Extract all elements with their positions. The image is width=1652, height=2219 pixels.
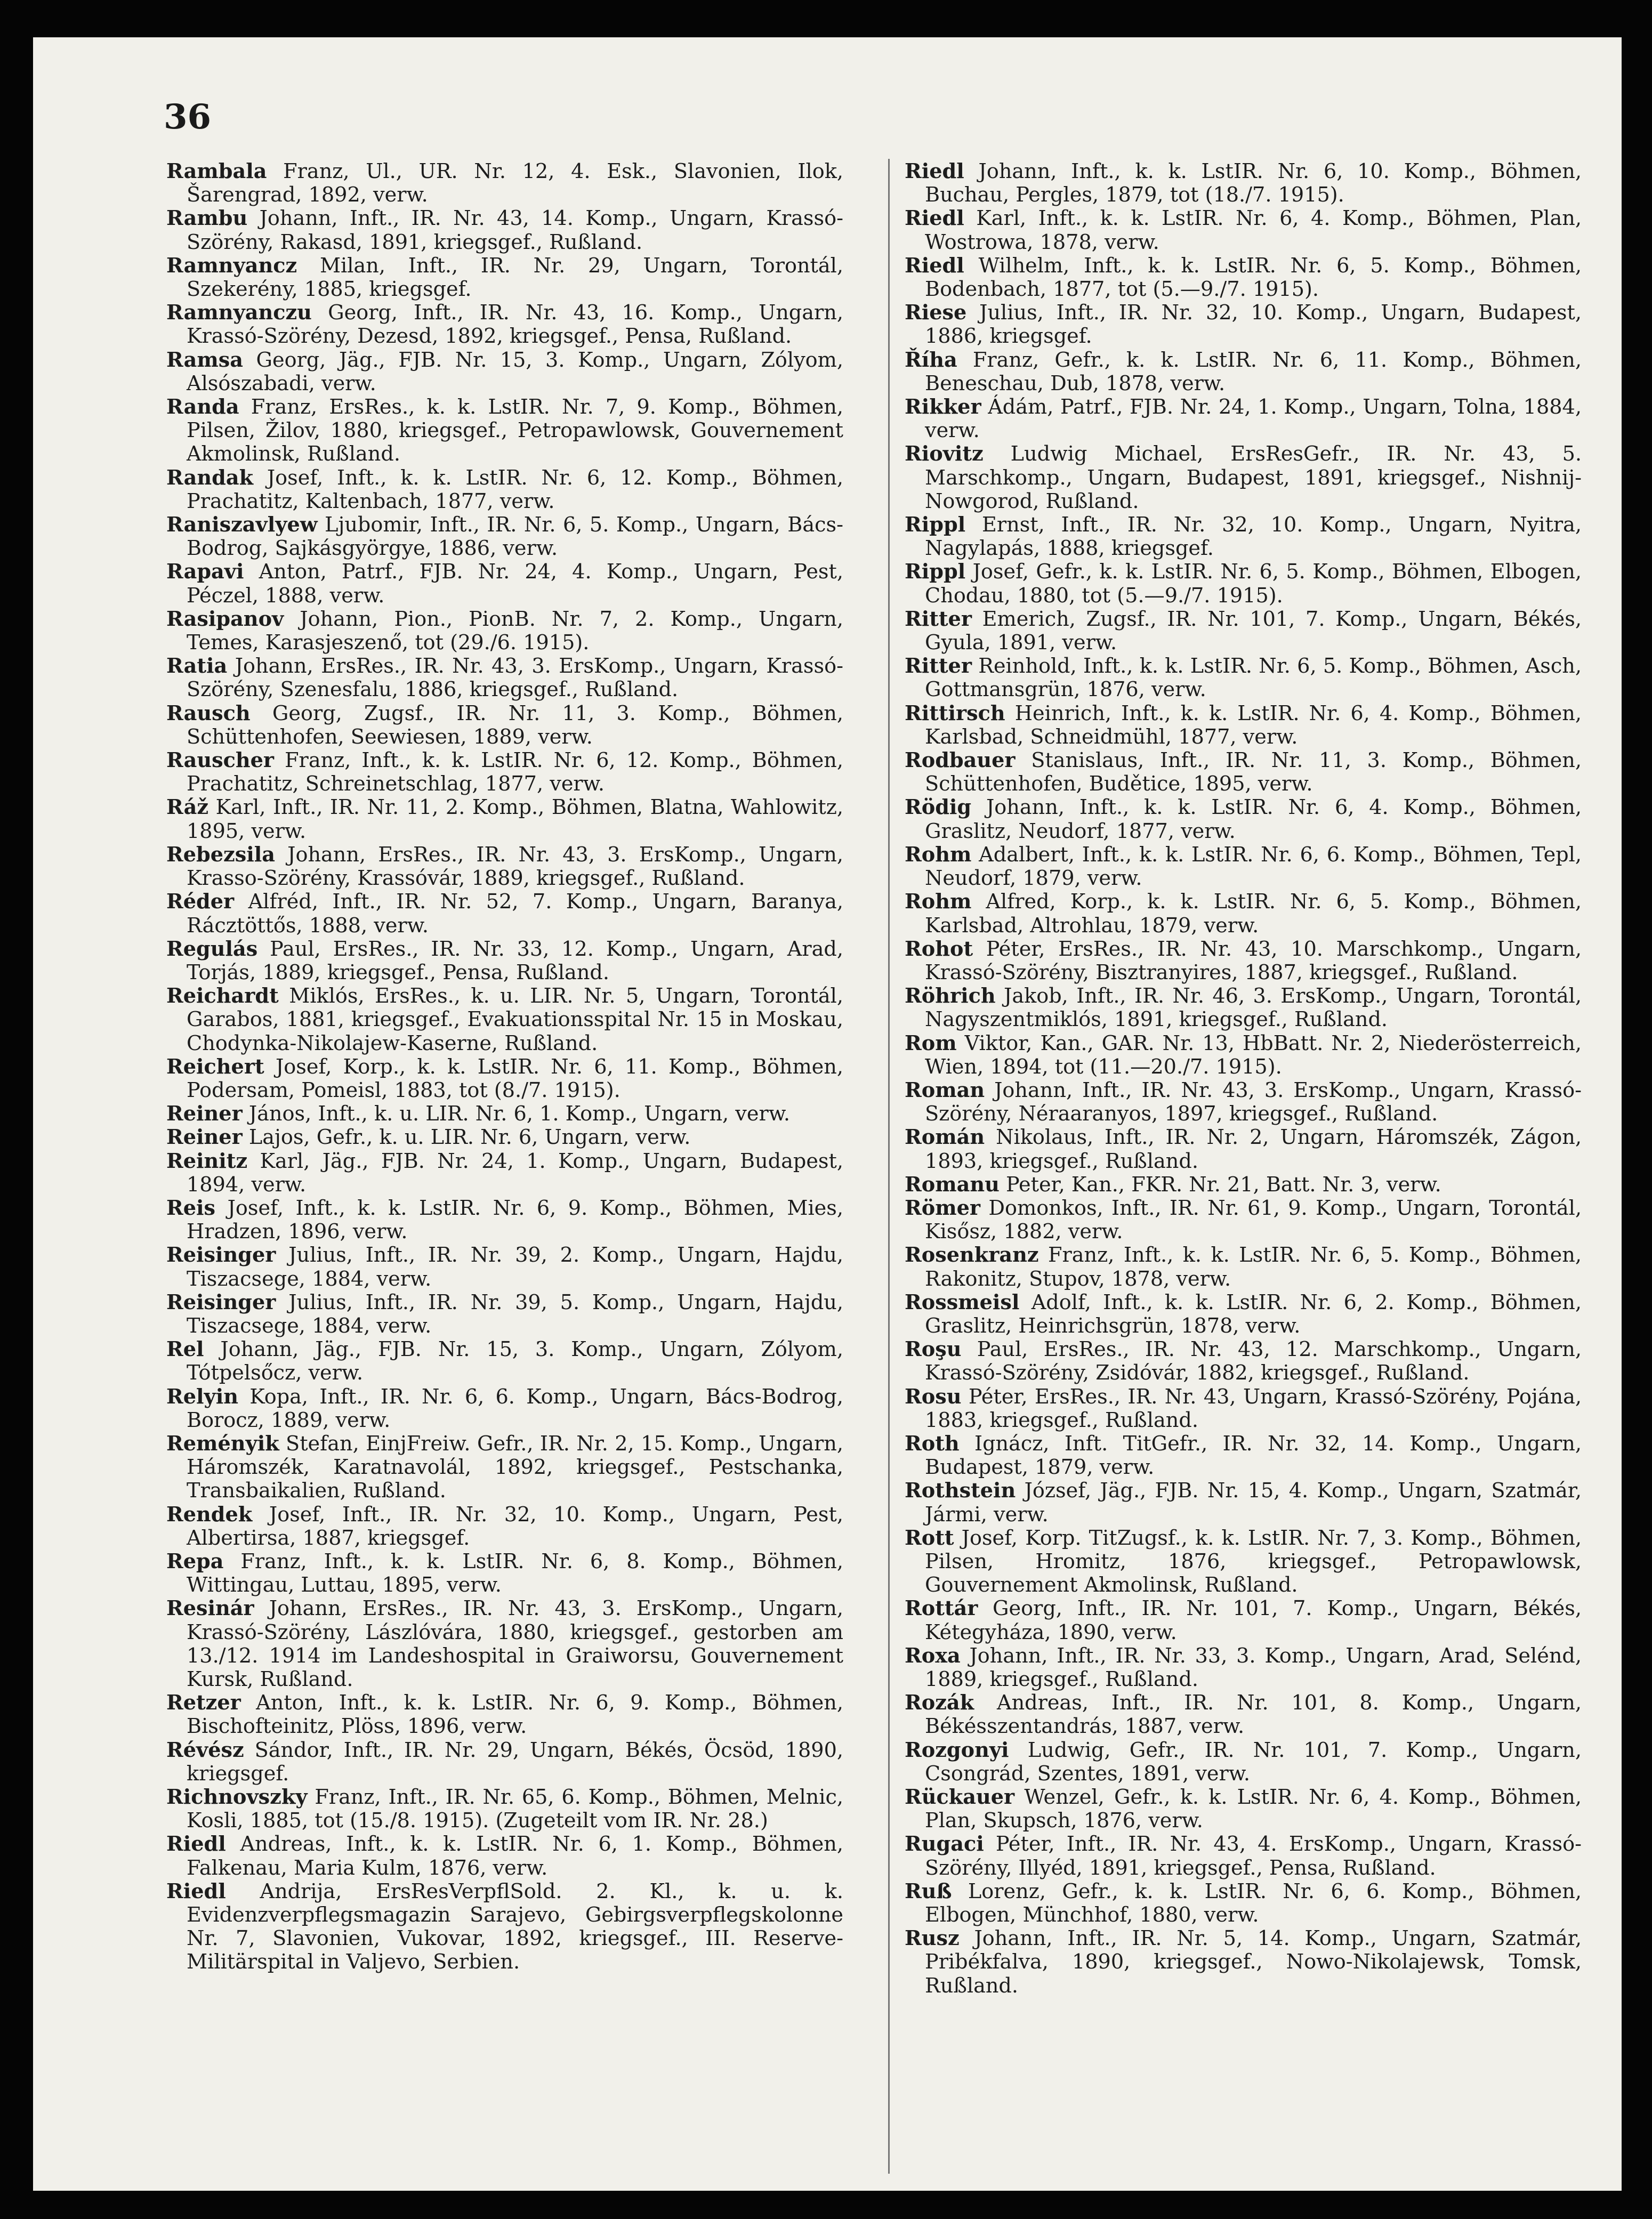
list-item — [905, 796, 1582, 843]
entry-details: Wilhelm, Inft., k. k. LstIR. Nr. 6, 5. Komp., Böhmen, Bodenbach, 1877, tot (5.—9./7. 1915). — [925, 254, 1582, 302]
entry-details: Sándor, Inft., IR. Nr. 29, Ungarn, Békés, Öcsöd, 1890, kriegsgef. — [187, 1738, 844, 1786]
list-item — [905, 1739, 1582, 1786]
entry-details: Peter, Kan., FKR. Nr. 21, Batt. Nr. 3, verw. — [1006, 1173, 1441, 1197]
list-item — [166, 1550, 843, 1597]
entry-surname: Rohm — [905, 890, 972, 914]
entry-details: Anton, Patrf., FJB. Nr. 24, 4. Komp., Ungarn, Pest, Péczel, 1888, verw. — [187, 560, 843, 608]
list-item — [905, 655, 1582, 701]
entry-details: Josef, Korp. TitZugsf., k. k. LstIR. Nr. 7, 3. Komp., Böhmen, Pilsen, Hromitz, 1876, kriegsgef., Petropawlowsk, Gouvernement Akmolinsk, Rußland. — [925, 1526, 1582, 1597]
entry-surname: Rauscher — [166, 748, 275, 773]
entry-details: Ljubomir, Inft., IR. Nr. 6, 5. Komp., Ungarn, Bács-Bodrog, Sajkásgyörgye, 1886, verw. — [187, 513, 843, 561]
entry-details: Julius, Inft., IR. Nr. 39, 2. Komp., Ungarn, Hajdu, Tiszacsege, 1884, verw. — [187, 1244, 844, 1291]
list-item — [905, 985, 1582, 1031]
entry-surname: Rottár — [905, 1596, 978, 1621]
list-item — [905, 1527, 1582, 1597]
entry-details: Ludwig, Gefr., IR. Nr. 101, 7. Komp., Ungarn, Csongrád, Szentes, 1891, verw. — [925, 1738, 1582, 1786]
entry-surname: Riovitz — [905, 442, 984, 466]
list-item — [905, 1479, 1582, 1526]
entry-surname: Ramnyanczu — [166, 301, 312, 325]
list-item — [166, 160, 843, 207]
entry-details: Johann, ErsRes., IR. Nr. 43, 3. ErsKomp., Ungarn, Krassó-Szörény, Szenesfalu, 1886, kriegsgef., Rußland. — [187, 655, 844, 702]
entry-details: Johann, Inft., IR. Nr. 43, 3. ErsKomp., Ungarn, Krassó-Szörény, Néraaranyos, 1897, kriegsgef., Rußland. — [925, 1078, 1582, 1126]
entry-surname: Rossmeisl — [905, 1290, 1020, 1314]
list-item — [166, 207, 843, 254]
list-item — [905, 1197, 1582, 1244]
entry-surname: Roman — [905, 1078, 985, 1102]
entry-details: Andreas, Inft., k. k. LstIR. Nr. 6, 1. Komp., Böhmen, Falkenau, Maria Kulm, 1876, verw. — [187, 1833, 844, 1880]
entry-surname: Richnovszky — [166, 1785, 308, 1810]
entry-surname: Relyin — [166, 1384, 238, 1409]
entry-details: Franz, Ul., UR. Nr. 12, 4. Esk., Slavonien, Ilok, Šarengrad, 1892, verw. — [187, 160, 843, 207]
entry-surname: Repa — [166, 1549, 224, 1574]
entry-surname: Rohm — [905, 842, 972, 867]
entry-surname: Riedl — [905, 206, 964, 231]
entry-details: Josef, Gefr., k. k. LstIR. Nr. 6, 5. Komp., Böhmen, Elbogen, Chodau, 1880, tot (5.—9./7. 1915). — [925, 560, 1582, 608]
list-item — [166, 1102, 843, 1126]
entry-details: Johann, Inft., k. k. LstIR. Nr. 6, 10. Komp., Böhmen, Buchau, Pergles, 1879, tot (18./7. 1915). — [925, 160, 1582, 207]
entry-surname: Rippl — [905, 560, 966, 584]
entry-details: József, Jäg., FJB. Nr. 15, 4. Komp., Ungarn, Szatmár, Jármi, verw. — [925, 1479, 1582, 1527]
list-item — [905, 702, 1582, 749]
entry-details: Johann, Inft., IR. Nr. 43, 14. Komp., Ungarn, Krassó-Szörény, Rakasd, 1891, kriegsgef., Rußland. — [187, 207, 843, 254]
list-item — [166, 1739, 843, 1786]
entry-details: Stefan, EinjFreiw. Gefr., IR. Nr. 2, 15. Komp., Ungarn, Háromszék, Karatnavolál, 1892, kriegsgef., Pestschanka, Transbaikalien, Rußland. — [187, 1432, 843, 1503]
entry-surname: Rapavi — [166, 560, 244, 584]
entry-details: Johann, ErsRes., IR. Nr. 43, 3. ErsKomp., Ungarn, Krassó-Szörény, Lászlóvára, 1880, kriegsgef., gestorben am 13./12. 1914 im Landeshospital in Graiworsu, Gouvernement Kursk, Rußland. — [187, 1597, 843, 1691]
entry-surname: Reis — [166, 1196, 216, 1220]
entry-details: Paul, ErsRes., IR. Nr. 33, 12. Komp., Ungarn, Arad, Torjás, 1889, kriegsgef., Pensa, Rußland. — [187, 937, 843, 985]
list-item — [166, 1126, 843, 1149]
list-item — [905, 442, 1582, 513]
list-item — [905, 1691, 1582, 1738]
entry-details: Andreas, Inft., IR. Nr. 101, 8. Komp., Ungarn, Békésszentandrás, 1887, verw. — [925, 1691, 1582, 1739]
entry-details: Heinrich, Inft., k. k. LstIR. Nr. 6, 4. Komp., Böhmen, Karlsbad, Schneidmühl, 1877, verw. — [925, 701, 1582, 749]
list-item — [905, 1833, 1582, 1879]
entry-surname: Rozák — [905, 1691, 974, 1715]
entry-surname: Riedl — [905, 159, 964, 183]
entry-details: Jakob, Inft., IR. Nr. 46, 3. ErsKomp., Ungarn, Torontál, Nagyszentmiklós, 1891, kriegsgef., Rußland. — [925, 985, 1582, 1032]
entry-details: Josef, Inft., k. k. LstIR. Nr. 6, 12. Komp., Böhmen, Prachatitz, Kaltenbach, 1877, verw. — [187, 466, 843, 513]
entry-details: Domonkos, Inft., IR. Nr. 61, 9. Komp., Ungarn, Torontál, Kisősz, 1882, verw. — [925, 1196, 1582, 1244]
entry-details: Johann, Jäg., FJB. Nr. 15, 3. Komp., Ungarn, Zólyom, Tótpelsőcz, verw. — [187, 1338, 843, 1385]
list-item — [166, 254, 843, 301]
list-item — [166, 1197, 843, 1244]
entry-details: Milan, Inft., IR. Nr. 29, Ungarn, Torontál, Szekerény, 1885, kriegsgef. — [187, 254, 843, 302]
entry-details: Julius, Inft., IR. Nr. 39, 5. Komp., Ungarn, Hajdu, Tiszacsege, 1884, verw. — [187, 1290, 844, 1338]
entry-surname: Ritter — [905, 607, 972, 631]
entry-details: Franz, Gefr., k. k. LstIR. Nr. 6, 11. Komp., Böhmen, Beneschau, Dub, 1878, verw. — [925, 348, 1582, 396]
list-item — [905, 160, 1582, 207]
entry-surname: Rikker — [905, 395, 981, 419]
entry-details: Josef, Inft., k. k. LstIR. Nr. 6, 9. Komp., Böhmen, Mies, Hradzen, 1896, verw. — [187, 1196, 843, 1244]
entry-surname: Regulás — [166, 937, 258, 961]
entry-surname: Rusz — [905, 1926, 960, 1951]
entry-surname: Romanu — [905, 1172, 1000, 1197]
entry-surname: Rom — [905, 1031, 957, 1055]
entry-surname: Riedl — [166, 1879, 226, 1903]
list-item — [166, 1503, 843, 1550]
entry-details: Georg, Inft., IR. Nr. 43, 16. Komp., Ungarn, Krassó-Szörény, Dezesd, 1892, kriegsgef., Pensa, Rußland. — [187, 301, 843, 349]
entry-details: Kopa, Inft., IR. Nr. 6, 6. Komp., Ungarn, Bács-Bodrog, Borocz, 1889, verw. — [187, 1385, 843, 1432]
entry-details: Franz, Inft., IR. Nr. 65, 6. Komp., Böhmen, Melnic, Kosli, 1885, tot (15./8. 1915). (Zugeteilt vom IR. Nr. 28.) — [187, 1786, 843, 1833]
entry-surname: Rodbauer — [905, 748, 1016, 773]
entry-details: Johann, Inft., IR. Nr. 33, 3. Komp., Ungarn, Arad, Selénd, 1889, kriegsgef., Rußland. — [925, 1644, 1582, 1691]
list-item — [905, 1786, 1582, 1833]
entry-details: Paul, ErsRes., IR. Nr. 43, 12. Marschkomp., Ungarn, Krassó-Szörény, Zsidóvár, 1882, kriegsgef., Rußland. — [925, 1338, 1582, 1385]
entry-details: Karl, Jäg., FJB. Nr. 24, 1. Komp., Ungarn, Budapest, 1894, verw. — [187, 1149, 844, 1197]
list-item — [166, 1691, 843, 1738]
list-item — [905, 890, 1582, 937]
entry-details: Stanislaus, Inft., IR. Nr. 11, 3. Komp., Böhmen, Schüttenhofen, Budětice, 1895, verw. — [925, 749, 1582, 796]
list-item — [905, 1032, 1582, 1079]
entry-surname: Rott — [905, 1526, 954, 1550]
list-item — [166, 1150, 843, 1197]
list-item — [905, 1644, 1582, 1691]
entry-surname: Ramsa — [166, 348, 244, 372]
entry-details: Andrija, ErsResVerpflSold. 2. Kl., k. u. k. Evidenzverpflegsmagazin Sarajevo, Gebirgsverpflegskolonne Nr. 7, Slavonien, Vukovar, 1892, kriegsgef., III. Reserve-Militärspital in Valjevo, Serbien. — [187, 1879, 843, 1974]
list-item — [905, 513, 1582, 560]
list-item — [166, 796, 843, 843]
entry-surname: Reinitz — [166, 1149, 248, 1173]
entry-surname: Ráž — [166, 795, 209, 820]
entry-details: Georg, Zugsf., IR. Nr. 11, 3. Komp., Böhmen, Schüttenhofen, Seewiesen, 1889, verw. — [187, 701, 843, 749]
entry-details: Adolf, Inft., k. k. LstIR. Nr. 6, 2. Komp., Böhmen, Graslitz, Heinrichsgrün, 1878, verw. — [925, 1290, 1582, 1338]
entry-surname: Román — [905, 1125, 985, 1150]
entry-details: Josef, Korp., k. k. LstIR. Nr. 6, 11. Komp., Böhmen, Podersam, Pomeisl, 1883, tot (8./7. 1915). — [187, 1055, 843, 1102]
list-item — [166, 1055, 843, 1102]
list-item — [905, 1338, 1582, 1385]
list-item — [905, 1244, 1582, 1290]
entry-surname: Roth — [905, 1431, 960, 1456]
entry-surname: Resinár — [166, 1596, 254, 1621]
list-item — [166, 301, 843, 348]
entry-details: Ludwig Michael, ErsResGefr., IR. Nr. 43, 5. Marschkomp., Ungarn, Budapest, 1891, kriegsgef., Nishnij-Nowgorod, Rußland. — [925, 442, 1582, 513]
list-item — [166, 1338, 843, 1385]
list-item — [905, 1880, 1582, 1927]
list-item — [905, 1597, 1582, 1644]
list-item — [905, 1126, 1582, 1173]
entry-details: Ádám, Patrf., FJB. Nr. 24, 1. Komp., Ungarn, Tolna, 1884, verw. — [925, 396, 1582, 443]
list-item — [905, 349, 1582, 396]
entry-details: Josef, Inft., IR. Nr. 32, 10. Komp., Ungarn, Pest, Albertirsa, 1887, kriegsgef. — [187, 1503, 843, 1550]
list-item — [905, 749, 1582, 796]
list-item — [905, 560, 1582, 607]
entry-surname: Říha — [905, 348, 957, 372]
entry-details: Johann, Inft., k. k. LstIR. Nr. 6, 4. Komp., Böhmen, Graslitz, Neudorf, 1877, verw. — [925, 796, 1582, 843]
list-item — [166, 1786, 843, 1833]
entry-surname: Reményik — [166, 1431, 279, 1456]
list-item — [905, 843, 1582, 890]
entry-details: Franz, ErsRes., k. k. LstIR. Nr. 7, 9. Komp., Böhmen, Pilsen, Žilov, 1880, kriegsgef., Petropawlowsk, Gouvernement Akmolinsk, Rußland. — [187, 396, 843, 466]
entry-surname: Rebezsila — [166, 842, 275, 867]
entry-surname: Riedl — [166, 1832, 226, 1857]
entry-surname: Römer — [905, 1196, 981, 1220]
entry-surname: Rosu — [905, 1384, 962, 1409]
list-item — [166, 1291, 843, 1338]
list-item — [166, 655, 843, 701]
entry-surname: Riese — [905, 301, 967, 325]
entry-surname: Reiner — [166, 1102, 243, 1126]
entry-surname: Randak — [166, 465, 254, 490]
right-column — [905, 160, 1582, 1998]
entry-surname: Rambala — [166, 159, 267, 183]
entry-surname: Rosenkranz — [905, 1243, 1039, 1268]
entry-surname: Ritter — [905, 654, 972, 679]
list-item — [166, 1833, 843, 1879]
entry-surname: Raniszavlyew — [166, 513, 318, 537]
list-item — [905, 301, 1582, 348]
entry-surname: Rugaci — [905, 1832, 984, 1857]
entry-details: Karl, Inft., k. k. LstIR. Nr. 6, 4. Komp., Böhmen, Plan, Wostrowa, 1878, verw. — [925, 207, 1582, 254]
list-item — [905, 608, 1582, 655]
list-item — [166, 1244, 843, 1290]
entry-details: Johann, Inft., IR. Nr. 5, 14. Komp., Ungarn, Szatmár, Pribékfalva, 1890, kriegsgef., Nowo-Nikolajewsk, Tomsk, Rußland. — [925, 1927, 1582, 1998]
entry-details: Alfréd, Inft., IR. Nr. 52, 7. Komp., Ungarn, Baranya, Rácztöttős, 1888, verw. — [187, 890, 844, 938]
entry-details: Franz, Inft., k. k. LstIR. Nr. 6, 12. Komp., Böhmen, Prachatitz, Schreinetschlag, 1877, verw. — [187, 749, 843, 796]
list-item — [905, 1385, 1582, 1432]
entry-surname: Rozgonyi — [905, 1738, 1009, 1762]
entry-details: Johann, ErsRes., IR. Nr. 43, 3. ErsKomp., Ungarn, Krasso-Szörény, Krassóvár, 1889, kriegsgef., Rußland. — [187, 843, 843, 891]
entry-details: Miklós, ErsRes., k. u. LIR. Nr. 5, Ungarn, Torontál, Garabos, 1881, kriegsgef., Evakuationsspital Nr. 15 in Moskau, Chodynka-Nikolajew-Kaserne, Rußland. — [187, 985, 843, 1055]
entry-details: Viktor, Kan., GAR. Nr. 13, HbBatt. Nr. 2, Niederösterreich, Wien, 1894, tot (11.—20./7. 1915). — [925, 1031, 1582, 1079]
entry-details: Nikolaus, Inft., IR. Nr. 2, Ungarn, Háromszék, Zágon, 1893, kriegsgef., Rußland. — [925, 1126, 1582, 1173]
entry-surname: Rel — [166, 1337, 204, 1362]
entry-surname: Rückauer — [905, 1785, 1015, 1810]
entry-details: Emerich, Zugsf., IR. Nr. 101, 7. Komp., Ungarn, Békés, Gyula, 1891, verw. — [925, 607, 1582, 655]
entry-surname: Rohot — [905, 937, 973, 961]
entry-surname: Retzer — [166, 1691, 241, 1715]
page-number: 36 — [164, 97, 212, 137]
document-page — [33, 37, 1622, 2191]
entry-surname: Ramnyancz — [166, 253, 297, 278]
list-item — [905, 1291, 1582, 1338]
list-item — [166, 843, 843, 890]
entry-surname: Röhrich — [905, 984, 996, 1008]
entry-details: Georg, Jäg., FJB. Nr. 15, 3. Komp., Ungarn, Zólyom, Alsószabadi, verw. — [187, 348, 844, 396]
list-item — [166, 1385, 843, 1432]
list-item — [905, 396, 1582, 442]
list-item — [905, 1173, 1582, 1197]
list-item — [166, 513, 843, 560]
entry-details: Péter, ErsRes., IR. Nr. 43, 10. Marschkomp., Ungarn, Krassó-Szörény, Bisztranyires, 1887, kriegsgef., Rußland. — [925, 937, 1582, 985]
list-item — [905, 1927, 1582, 1998]
entry-surname: Rothstein — [905, 1479, 1016, 1503]
entry-details: Ignácz, Inft. TitGefr., IR. Nr. 32, 14. Komp., Ungarn, Budapest, 1879, verw. — [925, 1432, 1582, 1480]
entry-details: Anton, Inft., k. k. LstIR. Nr. 6, 9. Komp., Böhmen, Bischofteinitz, Plöss, 1896, verw. — [187, 1691, 843, 1739]
list-item — [166, 985, 843, 1055]
entry-surname: Rendek — [166, 1502, 253, 1527]
list-item — [166, 890, 843, 937]
entry-surname: Rödig — [905, 795, 972, 820]
entry-surname: Roxa — [905, 1643, 961, 1668]
entry-surname: Rittirsch — [905, 701, 1005, 725]
list-item — [166, 396, 843, 466]
list-item — [166, 560, 843, 607]
entry-details: Georg, Inft., IR. Nr. 101, 7. Komp., Ungarn, Békés, Kétegyháza, 1890, verw. — [925, 1597, 1582, 1644]
entry-surname: Rippl — [905, 513, 966, 537]
entry-details: Wenzel, Gefr., k. k. LstIR. Nr. 6, 4. Komp., Böhmen, Plan, Skupsch, 1876, verw. — [925, 1786, 1582, 1833]
entry-details: Ernst, Inft., IR. Nr. 32, 10. Komp., Ungarn, Nyitra, Nagylapás, 1888, kriegsgef. — [925, 513, 1582, 561]
entry-details: Péter, Inft., IR. Nr. 43, 4. ErsKomp., Ungarn, Krassó-Szörény, Illyéd, 1891, kriegsgef., Pensa, Rußland. — [925, 1833, 1582, 1880]
list-item — [166, 938, 843, 985]
list-item — [166, 702, 843, 749]
list-item — [166, 1597, 843, 1691]
list-item — [166, 608, 843, 655]
entry-details: Lajos, Gefr., k. u. LIR. Nr. 6, Ungarn, verw. — [248, 1126, 691, 1150]
entry-details: Karl, Inft., IR. Nr. 11, 2. Komp., Böhmen, Blatna, Wahlowitz, 1895, verw. — [187, 796, 843, 843]
entry-details: Franz, Inft., k. k. LstIR. Nr. 6, 5. Komp., Böhmen, Rakonitz, Stupov, 1878, verw. — [925, 1244, 1582, 1291]
list-item — [905, 207, 1582, 254]
entry-surname: Ruß — [905, 1879, 952, 1903]
entry-surname: Rambu — [166, 206, 248, 231]
entry-surname: Rasipanov — [166, 607, 284, 631]
column-divider — [888, 159, 890, 2174]
entry-details: Adalbert, Inft., k. k. LstIR. Nr. 6, 6. Komp., Böhmen, Tepl, Neudorf, 1879, verw. — [925, 843, 1582, 891]
list-item — [905, 1432, 1582, 1479]
entry-details: Reinhold, Inft., k. k. LstIR. Nr. 6, 5. Komp., Böhmen, Asch, Gottmansgrün, 1876, verw. — [925, 655, 1582, 702]
list-item — [905, 254, 1582, 301]
entry-surname: Randa — [166, 395, 239, 419]
entry-details: Julius, Inft., IR. Nr. 32, 10. Komp., Ungarn, Budapest, 1886, kriegsgef. — [925, 301, 1582, 349]
list-item — [166, 349, 843, 396]
entry-surname: Roşu — [905, 1337, 962, 1362]
entry-surname: Reisinger — [166, 1243, 276, 1268]
list-item — [166, 1432, 843, 1503]
entry-surname: Reichardt — [166, 984, 279, 1008]
entry-surname: Reichert — [166, 1054, 264, 1079]
entry-surname: Reisinger — [166, 1290, 276, 1314]
entry-surname: Ratia — [166, 654, 228, 679]
entry-details: János, Inft., k. u. LIR. Nr. 6, 1. Komp., Ungarn, verw. — [248, 1102, 791, 1126]
entry-surname: Reiner — [166, 1125, 243, 1150]
entry-surname: Révész — [166, 1738, 244, 1762]
list-item — [166, 466, 843, 513]
entry-details: Franz, Inft., k. k. LstIR. Nr. 6, 8. Komp., Böhmen, Wittingau, Luttau, 1895, verw. — [187, 1550, 844, 1597]
entry-details: Johann, Pion., PionB. Nr. 7, 2. Komp., Ungarn, Temes, Karasjeszenő, tot (29./6. 1915). — [187, 607, 844, 655]
list-item — [905, 1079, 1582, 1126]
list-item — [905, 938, 1582, 985]
entry-surname: Réder — [166, 890, 235, 914]
entry-details: Lorenz, Gefr., k. k. LstIR. Nr. 6, 6. Komp., Böhmen, Elbogen, Münchhof, 1880, verw. — [925, 1879, 1582, 1927]
left-column — [166, 160, 843, 1974]
entry-surname: Rausch — [166, 701, 251, 725]
list-item — [166, 749, 843, 796]
entry-surname: Riedl — [905, 253, 964, 278]
entry-details: Alfred, Korp., k. k. LstIR. Nr. 6, 5. Komp., Böhmen, Karlsbad, Altrohlau, 1879, verw. — [925, 890, 1582, 938]
entry-details: Péter, ErsRes., IR. Nr. 43, Ungarn, Krassó-Szörény, Pojána, 1883, kriegsgef., Rußland. — [925, 1385, 1582, 1432]
list-item — [166, 1880, 843, 1974]
